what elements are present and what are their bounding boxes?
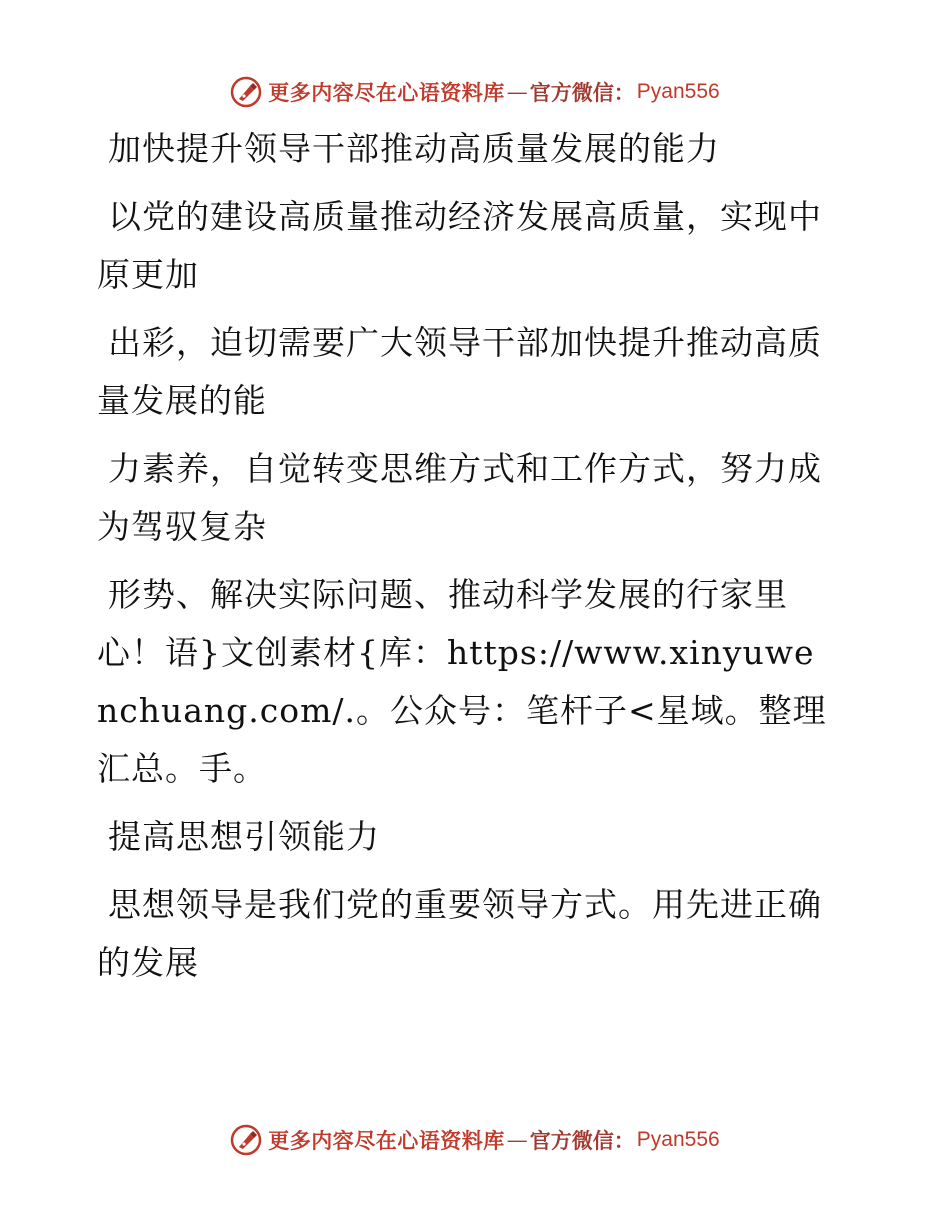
banner-text <box>268 77 719 107</box>
pen-nib-icon <box>230 1124 262 1156</box>
banner-separator: — <box>506 80 528 104</box>
footer-banner <box>0 1120 950 1160</box>
banner-text <box>268 1125 719 1155</box>
banner-site-name: 更多内容尽在心语资料库 <box>268 1128 505 1153</box>
header-banner <box>0 72 950 112</box>
section-heading: 提高思想引领能力 <box>108 817 380 856</box>
banner-site-name: 更多内容尽在心语资料库 <box>268 80 505 105</box>
paragraph: 以党的建设高质量推动经济发展高质量，实现中原更加 <box>97 197 822 294</box>
paragraph-title: 加快提升领导干部推动高质量发展的能力 <box>108 129 720 168</box>
banner-separator: — <box>506 1128 528 1152</box>
banner-wechat-id: Pyan556 <box>636 80 720 103</box>
pen-nib-icon <box>230 76 262 108</box>
banner-wechat-label: 官方微信： <box>529 1128 635 1153</box>
paragraph: 形势、解决实际问题、推动科学发展的行家里心！语}文创素材{库：https://www.xinyuwenchuang.com/.。公众号：笔杆子<星域。整理汇总。手。 <box>97 575 827 788</box>
banner-wechat-id: Pyan556 <box>636 1128 720 1151</box>
paragraph: 出彩，迫切需要广大领导干部加快提升推动高质量发展的能 <box>97 323 822 420</box>
paragraph: 思想领导是我们党的重要领导方式。用先进正确的发展 <box>97 885 822 982</box>
paragraph: 力素养，自觉转变思维方式和工作方式，努力成为驾驭复杂 <box>97 449 822 546</box>
document-body <box>97 120 832 1002</box>
banner-wechat-label: 官方微信： <box>529 80 635 105</box>
